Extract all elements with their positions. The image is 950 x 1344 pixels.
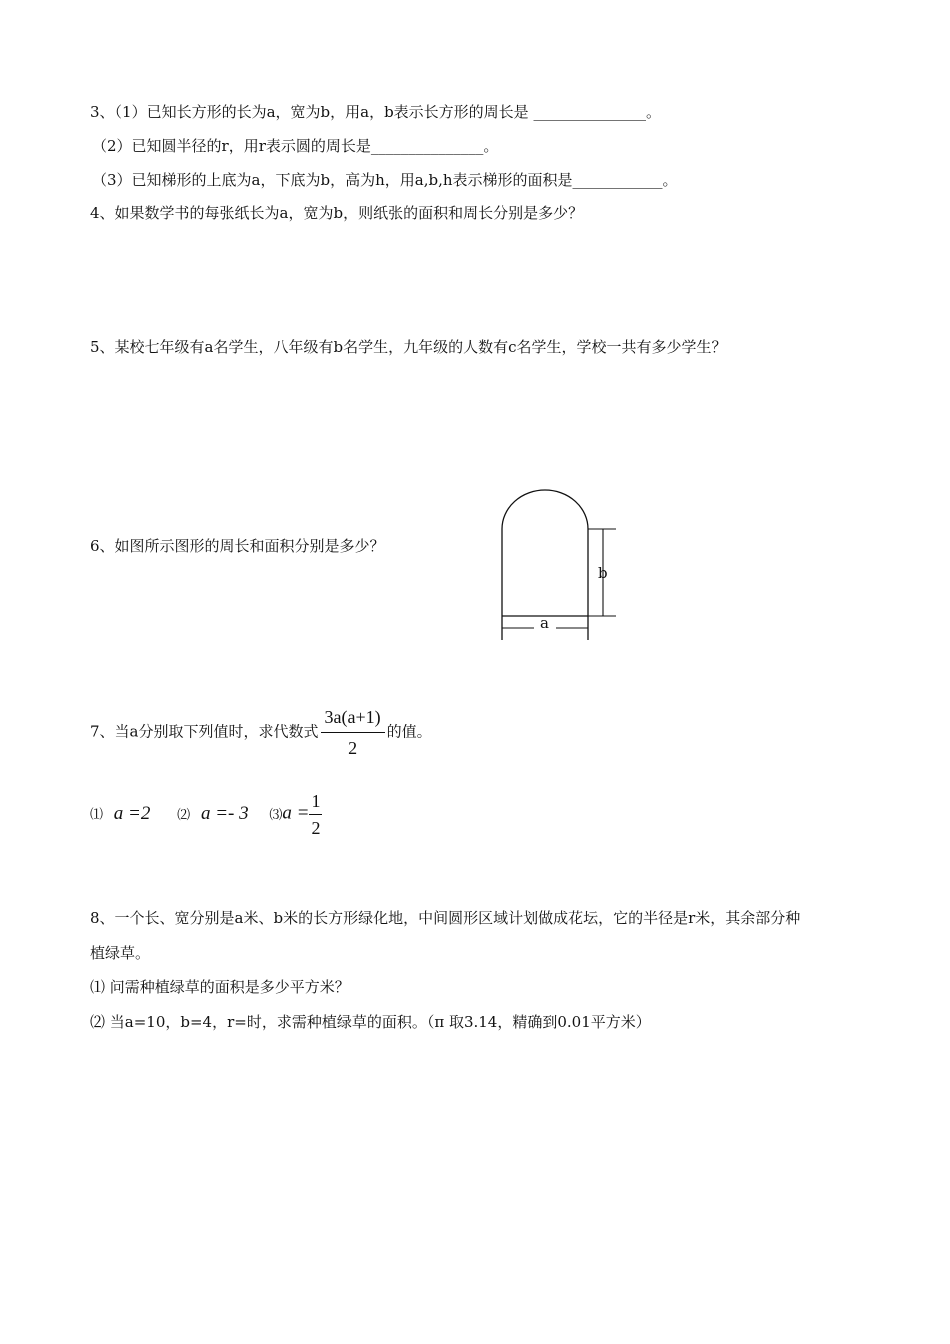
q6-figure	[490, 485, 630, 650]
q7-p3-denominator: 2	[311, 818, 321, 838]
q7-p2-label: ⑵	[177, 807, 191, 823]
q7-parts	[90, 790, 322, 839]
q8-line2: 植绿草。	[90, 944, 151, 962]
q6-label-a: a	[540, 614, 549, 632]
q7-p3-numerator: 1	[309, 790, 322, 815]
q7-fraction	[321, 706, 385, 759]
q8-part1: ⑴ 问需种植绿草的面积是多少平方米？	[90, 978, 350, 996]
q7-p2-expr: a =- 3	[200, 802, 249, 824]
q8-part2: ⑵ 当a=10，b=4，r=时，求需种植绿草的面积。（π 取3.14，精确到0.01平方米）	[90, 1013, 651, 1031]
q5-text: 5、某校七年级有a名学生，八年级有b名学生，九年级的人数有c名学生，学校一共有多少学生？	[90, 338, 727, 356]
q7-suffix: 的值。	[386, 722, 432, 741]
q7-p3-label: ⑶	[269, 807, 283, 823]
q8-line1: 8、一个长、宽分别是a米、b米的长方形绿化地，中间圆形区域计划做成花坛，它的半径是r米，其余部分种	[90, 909, 801, 927]
q7-p1-label: ⑴	[90, 807, 104, 823]
q7-p3-lhs: a =	[282, 802, 310, 824]
q7-p3-fraction	[309, 790, 322, 839]
figure-semicircle	[502, 490, 588, 529]
q7-prefix: 7、当a分别取下列值时，求代数式	[90, 722, 319, 741]
q6-label-b: b	[598, 564, 608, 582]
q3-line2: （2）已知圆半径的r，用r表示圆的周长是_______________。	[92, 137, 499, 155]
q7-p1-expr: a =2	[113, 802, 151, 824]
q3-line1: 3、（1）已知长方形的长为a，宽为b，用a，b表示长方形的周长是 _______________。	[90, 103, 661, 121]
q7-denominator: 2	[348, 738, 358, 758]
q7-prompt	[90, 706, 432, 759]
q6-text: 6、如图所示图形的周长和面积分别是多少？	[90, 537, 385, 555]
q4-text: 4、如果数学书的每张纸长为a，宽为b，则纸张的面积和周长分别是多少？	[90, 204, 584, 222]
q7-numerator: 3a(a+1)	[321, 706, 385, 733]
q3-line3: （3）已知梯形的上底为a，下底为b，高为h，用a,b,h表示梯形的面积是____________。	[92, 171, 678, 189]
